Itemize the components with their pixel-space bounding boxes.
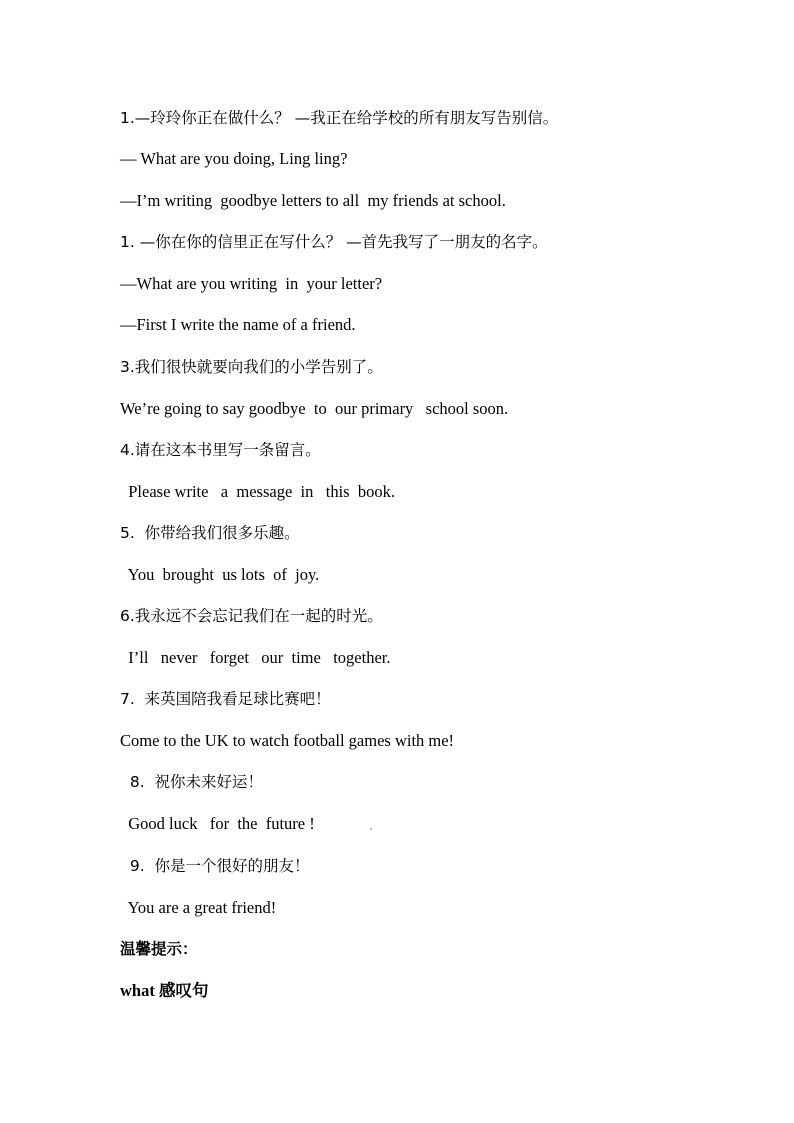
sentence-4-chinese: 4.请在这本书里写一条留言。 [120,441,321,459]
stray-dot-mark [370,828,372,830]
sentence-6-english: I’ll never forget our time together. [120,648,391,667]
sentence-7-chinese: 7. 来英国陪我看足球比赛吧！ [120,690,331,708]
tip-heading: 温馨提示： [120,940,198,958]
sentence-1-english-question: — What are you doing, Ling ling? [120,149,348,168]
sentence-2-english-answer: —First I write the name of a friend. [120,315,356,334]
sentence-9-chinese: 9. 你是一个很好的朋友！ [120,857,310,875]
sentence-7-english: Come to the UK to watch football games with me! [120,731,455,750]
sentence-3-english: We’re going to say goodbye to our primary school soon. [120,399,509,418]
sentence-2-english-question: —What are you writing in your letter? [120,274,383,293]
sentence-6-chinese: 6.我永远不会忘记我们在一起的时光。 [120,607,383,625]
sentence-8-english: Good luck for the future ! [120,814,315,833]
sentence-8-chinese: 8. 祝你未来好运！ [120,773,263,791]
sentence-4-english: Please write a message in this book. [120,482,395,501]
sentence-1-chinese: 1.—玲玲你正在做什么？ —我正在给学校的所有朋友写告别信。 [120,109,559,127]
sentence-9-english: You are a great friend! [120,898,277,917]
sentence-2-chinese: 1. —你在你的信里正在写什么？ —首先我写了一朋友的名字。 [120,233,548,251]
sentence-1-english-answer: —I’m writing goodbye letters to all my friends at school. [120,191,506,210]
sentence-5-english: You brought us lots of joy. [120,565,320,584]
sentence-5-chinese: 5. 你带给我们很多乐趣。 [120,524,300,542]
tip-content: what 感叹句 [120,981,209,1000]
sentence-3-chinese: 3.我们很快就要向我们的小学告别了。 [120,358,383,376]
